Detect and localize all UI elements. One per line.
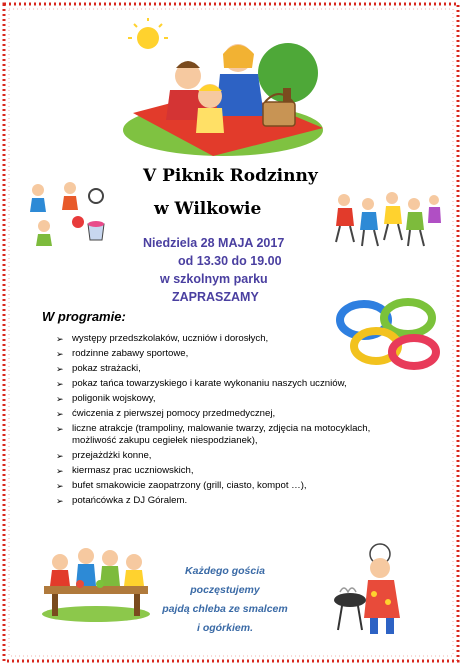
food-note [150, 562, 300, 638]
arrow-bullet-icon: ➢ [56, 379, 64, 389]
event-invite: ZAPRASZAMY [172, 290, 259, 304]
event-date: Niedziela 28 MAJA 2017 [143, 236, 285, 250]
sports-kids-illustration [24, 178, 110, 246]
list-item-text: kiermasz prac uczniowskich, [72, 465, 194, 476]
list-item-text: pokaz strażacki, [72, 363, 141, 374]
arrow-bullet-icon: ➢ [56, 334, 64, 344]
list-item-text: rodzinne zabawy sportowe, [72, 348, 189, 359]
dancing-kids-illustration [330, 190, 442, 248]
list-item [56, 378, 436, 390]
arrow-bullet-icon: ➢ [56, 481, 64, 491]
program-heading: W programie: [42, 309, 126, 324]
list-item-text: przejażdżki konne, [72, 450, 152, 461]
arrow-bullet-icon: ➢ [56, 364, 64, 374]
list-item [56, 450, 436, 462]
event-place: w szkolnym parku [160, 272, 268, 286]
list-item-text: występy przedszkolaków, uczniów i dorosłych, [72, 333, 269, 344]
list-item [56, 393, 436, 405]
event-time: od 13.30 do 19.00 [178, 254, 282, 268]
list-item-text: ćwiczenia z pierwszej pomocy przedmedycznej, [72, 408, 276, 419]
list-item [56, 408, 436, 420]
arrow-bullet-icon: ➢ [56, 349, 64, 359]
list-item-text: bufet smakowicie zaopatrzony (grill, ciasto, kompot …), [72, 480, 307, 491]
list-item-text: poligonik wojskowy, [72, 393, 156, 404]
list-item [56, 348, 436, 360]
food-note-line-1: Każdego gościa poczęstujemy [185, 565, 265, 596]
arrow-bullet-icon: ➢ [56, 424, 64, 434]
list-item-text: potańcówka z DJ Góralem. [72, 495, 188, 506]
picnic-table-illustration [40, 540, 152, 622]
list-item [56, 495, 436, 507]
title-line-2: w Wilkowie [154, 199, 262, 219]
list-item [56, 480, 436, 492]
grill-chef-illustration [330, 540, 414, 640]
food-note-line-3: i ogórkiem. [196, 622, 253, 634]
arrow-bullet-icon: ➢ [56, 409, 64, 419]
arrow-bullet-icon: ➢ [56, 466, 64, 476]
food-note-line-2: pajdą chleba ze smalcem [162, 603, 288, 615]
list-item-text: liczne atrakcje (trampoliny, malowanie twarzy, zdjęcia na motocyklach, [72, 423, 371, 434]
list-item-continuation: możliwość zakupu cegiełek niespodzianek), [72, 435, 258, 446]
program-list [56, 333, 436, 510]
list-item-text: pokaz tańca towarzyskiego i karate wykonaniu naszych uczniów, [72, 378, 347, 389]
arrow-bullet-icon: ➢ [56, 394, 64, 404]
arrow-bullet-icon: ➢ [56, 496, 64, 506]
list-item [56, 363, 436, 375]
family-picnic-illustration [118, 18, 328, 158]
arrow-bullet-icon: ➢ [56, 451, 64, 461]
list-item [56, 465, 436, 477]
title-line-1: V Piknik Rodzinny [143, 166, 318, 186]
list-item [56, 423, 436, 447]
list-item [56, 333, 436, 345]
